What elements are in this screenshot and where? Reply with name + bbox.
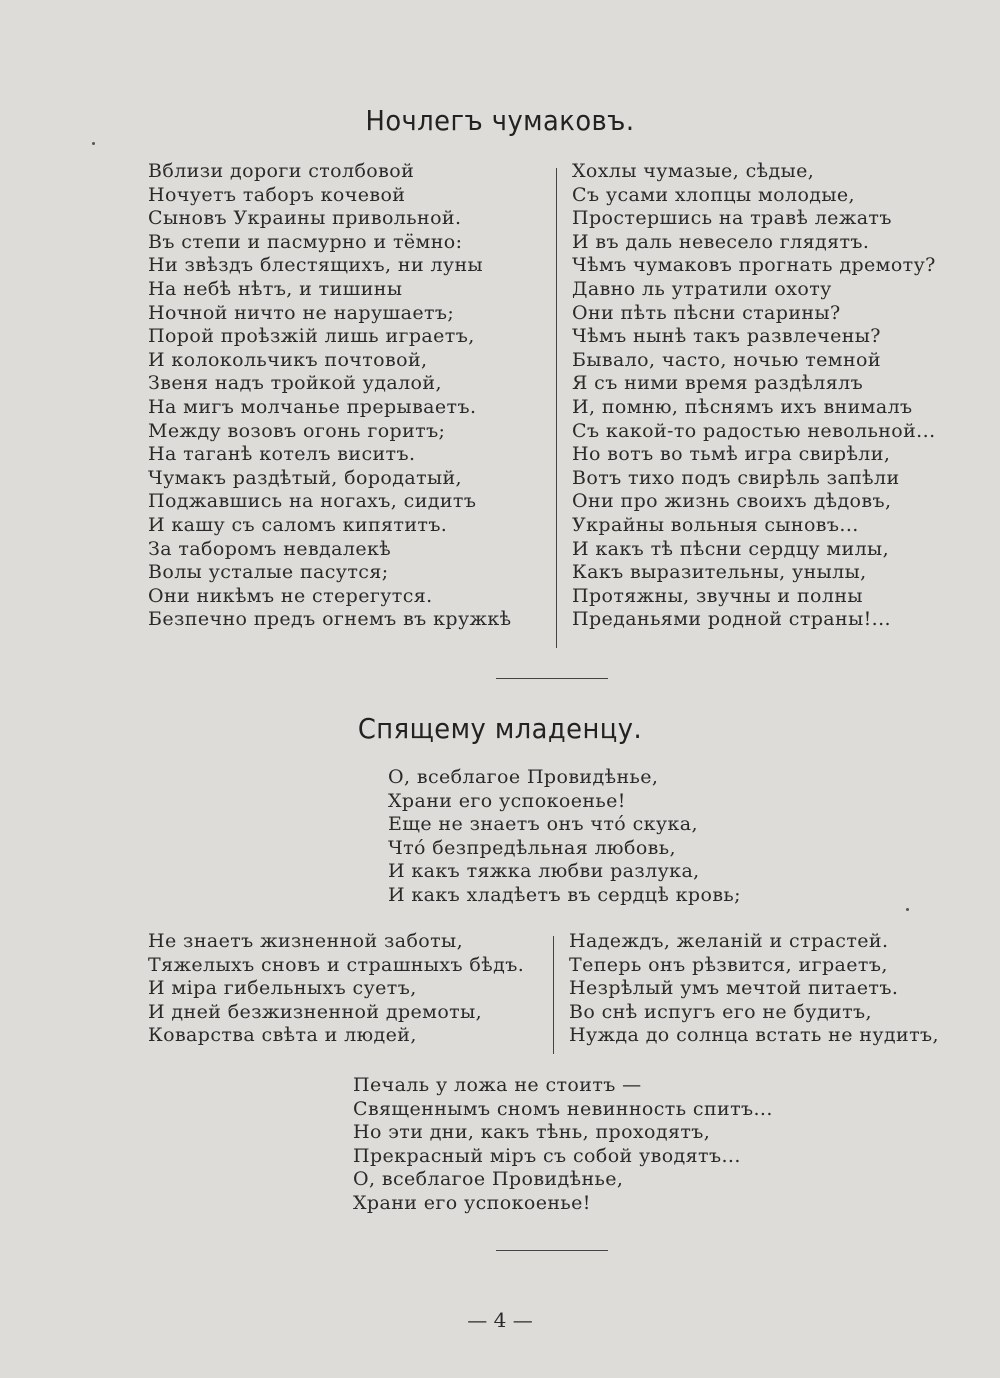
verse-line: Вотъ тихо подъ свирѣль запѣли [572, 466, 900, 489]
verse-line: И міра гибельныхъ суетъ, [148, 977, 417, 1000]
verse-line: И какъ хладѣетъ въ сердцѣ кровь; [388, 883, 741, 906]
verse-line: И какъ тѣ пѣсни сердцу милы, [572, 537, 890, 560]
poem-left-column [148, 930, 524, 1048]
verse-line: И, помню, пѣснямъ ихъ внималъ [572, 395, 913, 418]
column-divider [553, 936, 554, 1054]
verse-line: Тяжелыхъ сновъ и страшныхъ бѣдъ. [148, 953, 525, 976]
stanza [353, 1074, 773, 1216]
verse-line: Украйны вольныя сыновъ... [572, 513, 859, 536]
verse-line: Нужда до солнца встать не нудитъ, [569, 1024, 939, 1047]
verse-line: Съ усами хлопцы молодые, [572, 183, 855, 206]
end-divider [496, 1250, 608, 1251]
verse-line: Я съ ними время раздѣлялъ [572, 372, 864, 395]
verse-line: Вблизи дороги столбовой [148, 160, 415, 182]
verse-line: Преданьями родной страны!... [572, 608, 891, 631]
verse-line: Что́ безпредѣльная любовь, [388, 836, 676, 859]
verse-line: Но эти дни, какъ тѣнь, проходятъ, [353, 1121, 711, 1144]
verse-line: Печаль у ложа не стоитъ — [353, 1074, 642, 1096]
poem-title: Ночлегъ чумаковъ. [365, 104, 635, 137]
verse-line: Хохлы чумазые, сѣдые, [572, 160, 815, 182]
verse-line: На небѣ нѣтъ, и тишины [148, 277, 403, 300]
verse-line: Во снѣ испугъ его не будитъ, [569, 1000, 872, 1023]
verse-line: На мигъ молчанье прерываетъ. [148, 395, 477, 418]
verse-line: Священнымъ сномъ невинность спитъ... [353, 1097, 773, 1120]
verse-line: И какъ тяжка любви разлука, [388, 860, 700, 883]
verse-line: Не знаетъ жизненной заботы, [148, 930, 464, 952]
verse-line: На таганѣ котелъ виситъ. [148, 443, 416, 466]
paper-speck [906, 908, 909, 911]
verse-line: Надеждъ, желаній и страстей. [569, 930, 889, 952]
page-number: — 4 — [467, 1308, 533, 1332]
verse-line: Безпечно предъ огнемъ въ кружкѣ [148, 608, 512, 631]
verse-line: Чѣмъ нынѣ такъ развлечены? [572, 325, 881, 348]
verse-line: Поджавшись на ногахъ, сидитъ [148, 490, 477, 513]
verse-line: Храни его успокоенье! [353, 1191, 591, 1214]
verse-line: Теперь онъ рѣзвится, играетъ, [569, 953, 888, 976]
verse-line: Сыновъ Украины привольной. [148, 207, 462, 230]
verse-line: Ночуетъ таборъ кочевой [148, 183, 406, 206]
verse-line: Съ какой-то радостью невольной... [572, 419, 936, 442]
verse-line: Они никѣмъ не стерегутся. [148, 584, 433, 607]
verse-line: Ни звѣздъ блестящихъ, ни луны [148, 254, 484, 277]
paper-speck [92, 142, 95, 145]
verse-line: Но вотъ во тьмѣ игра свирѣли, [572, 443, 891, 466]
section-divider [496, 678, 608, 679]
verse-line: Давно ль утратили охоту [572, 277, 832, 300]
verse-line: И въ даль невесело глядятъ. [572, 230, 870, 253]
verse-line: Какъ выразительны, унылы, [572, 561, 867, 584]
poem-right-column [572, 160, 936, 632]
poem-right-column [569, 930, 939, 1048]
verse-line: Они пѣть пѣсни старины? [572, 301, 841, 324]
verse-line: Ночной ничто не нарушаетъ; [148, 301, 455, 324]
verse-line: Чумакъ раздѣтый, бородатый, [148, 466, 463, 489]
verse-line: За таборомъ невдалекѣ [148, 537, 392, 560]
poem-title: Спящему младенцу. [357, 712, 643, 745]
verse-line: Они про жизнь своихъ дѣдовъ, [572, 490, 892, 513]
verse-line: Прекрасный міръ съ собой уводятъ... [353, 1144, 741, 1167]
verse-line: О, всеблагое Провидѣнье, [388, 766, 659, 788]
verse-line: Между возовъ огонь горитъ; [148, 419, 446, 442]
verse-line: Еще не знаетъ онъ что́ скука, [388, 813, 698, 836]
verse-line: Порой проѣзжій лишь играетъ, [148, 325, 475, 348]
poem-left-column [148, 160, 512, 632]
column-divider [556, 168, 557, 648]
stanza [388, 766, 741, 908]
verse-line: Протяжны, звучны и полны [572, 584, 863, 607]
verse-line: Въ степи и пасмурно и тёмно: [148, 230, 463, 253]
verse-line: Незрѣлый умъ мечтой питаетъ. [569, 977, 899, 1000]
verse-line: Звеня надъ тройкой удалой, [148, 372, 442, 395]
verse-line: Чѣмъ чумаковъ прогнать дремоту? [572, 254, 936, 277]
verse-line: И кашу съ саломъ кипятитъ. [148, 513, 448, 536]
verse-line: О, всеблагое Провидѣнье, [353, 1168, 624, 1191]
verse-line: Простершись на травѣ лежатъ [572, 207, 892, 230]
verse-line: И колокольчикъ почтовой, [148, 348, 428, 371]
verse-line: Коварства свѣта и людей, [148, 1024, 417, 1047]
verse-line: Храни его успокоенье! [388, 789, 626, 812]
verse-line: Волы усталые пасутся; [148, 561, 389, 584]
verse-line: И дней безжизненной дремоты, [148, 1000, 483, 1023]
verse-line: Бывало, часто, ночью темной [572, 348, 881, 371]
